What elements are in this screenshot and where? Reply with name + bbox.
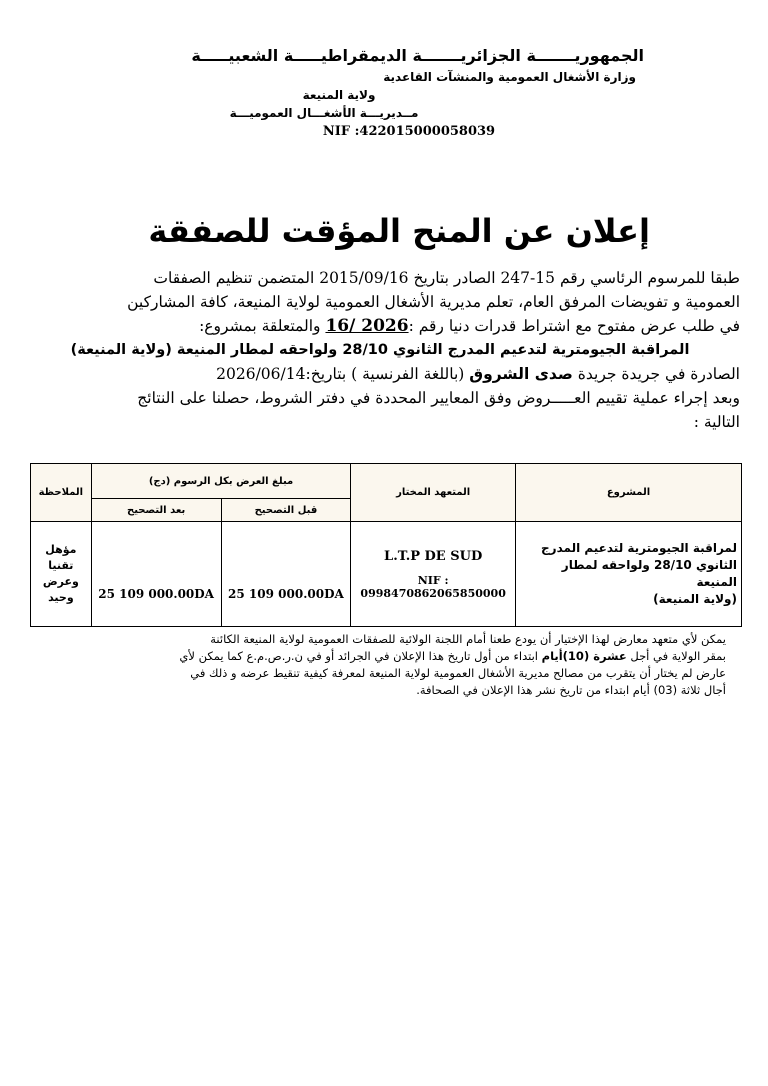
body-line-5-end: (باللغة الفرنسية ) بتاريخ:2026/06/14 bbox=[216, 365, 470, 383]
newspaper-name: صدى الشروق bbox=[469, 365, 573, 383]
body-line-1: طبقا للمرسوم الرئاسي رقم 15-247 الصادر بتاريخ 2015/09/16 المتضمن تنظيم الصفقات bbox=[153, 269, 740, 287]
body-line-2: العمومية و تفويضات المرفق العام، تعلم مديرية الأشغال العمومية لولاية المنيعة، كافة المشاركين bbox=[127, 293, 740, 311]
header-amount: مبلغ العرض بكل الرسوم (دج) bbox=[91, 464, 351, 499]
notes-line-3: وعرض bbox=[42, 575, 79, 588]
table-row bbox=[31, 522, 742, 627]
body-line-5-start: الصادرة في جريدة جريدة bbox=[572, 365, 740, 383]
bidder-nif-label: NIF : bbox=[417, 573, 449, 587]
project-line-2: الثانوي 28/10 ولواحقه لمطار المنيعة bbox=[561, 558, 737, 589]
project-title: المراقبة الجيومترية لتدعيم المدرج الثانوي 28/10 ولواحقه لمطار المنيعة (ولاية المنيعة) bbox=[70, 342, 690, 358]
footer-line-2-end: ابتداء من أول تاريخ هذا الإعلان في الجرائد أو في ن.ر.ص.م.ع كما يمكن لأي bbox=[179, 649, 542, 663]
notes-line-1: مؤهل bbox=[45, 543, 77, 556]
cell-amount-before bbox=[221, 522, 351, 627]
appeal-deadline: عشرة (10)أيام bbox=[541, 649, 627, 663]
project-line-3: (ولاية المنيعة) bbox=[653, 592, 737, 606]
tender-reference: 16/ 2026 bbox=[325, 316, 409, 336]
body-line-3 bbox=[20, 314, 740, 338]
notes-line-2: تقنيا bbox=[48, 559, 74, 572]
republic-name: الجمهوريـــــــة الجزائريـــــــة الديمقراطيـــــة الشعبيـــــة bbox=[191, 46, 644, 65]
direction-name: مــديريـــة الأشغـــال العموميـــة bbox=[229, 106, 419, 120]
announcement-title: إعلان عن المنح المؤقت للصفقة bbox=[148, 212, 650, 250]
cell-project bbox=[515, 522, 741, 627]
amount-before-correction: 25 109 000.00DA bbox=[228, 586, 344, 601]
header-bidder: المتعهد المختار bbox=[351, 464, 516, 522]
footer-line-2-start: بمقر الولاية في أجل bbox=[626, 649, 726, 663]
bidder-name: L.T.P DE SUD bbox=[384, 548, 483, 564]
cell-amount-after bbox=[91, 522, 221, 627]
footer-line-4: أجال ثلاثة (03) أيام ابتداء من تاريخ نشر هذا الإعلان في الصحافة. bbox=[416, 683, 726, 697]
header-project: المشروع bbox=[515, 464, 741, 522]
cell-notes bbox=[31, 522, 92, 627]
bidder-nif: 0998470862065850000 bbox=[360, 586, 506, 600]
wilaya-name: ولاية المنيعة bbox=[302, 88, 376, 102]
body-line-6: وبعد إجراء عملية تقييم العـــــروض وفق المعايير المحددة في دفتر الشروط، حصلنا على النتائج bbox=[137, 389, 740, 407]
header-after-correction: بعد التصحيح bbox=[91, 499, 221, 522]
ministry-name: وزارة الأشغال العمومية والمنشآت القاعدية bbox=[383, 70, 636, 84]
project-line-1: لمراقبة الجيومترية لتدعيم المدرج bbox=[541, 541, 737, 555]
table-header-row bbox=[31, 464, 742, 499]
body-line-7: التالية : bbox=[693, 413, 740, 431]
header-before-correction: قبل التصحيح bbox=[221, 499, 351, 522]
body-line-5 bbox=[20, 362, 740, 386]
footer-line-3: عارض لم يختار أن يتقرب من مصالح مديرية الأشغال العمومية لولاية المنيعة لمعرفة كيفية تنقيط عرضه و ذلك في bbox=[190, 666, 726, 680]
appeal-notice bbox=[36, 631, 726, 699]
results-table bbox=[30, 463, 742, 627]
notes-line-4: وحيد bbox=[48, 591, 74, 604]
header-notes: الملاحظة bbox=[31, 464, 92, 522]
announcement-body bbox=[20, 266, 740, 434]
amount-after-correction: 25 109 000.00DA bbox=[98, 586, 214, 601]
body-line-3-start: في طلب عرض مفتوح مع اشتراط قدرات دنيا رقم : bbox=[408, 317, 740, 335]
footer-line-1: يمكن لأي متعهد معارض لهذا الإختيار أن يودع طعنا أمام اللجنة الولائية للصفقات العمومية لولاية المنيعة الكائنة bbox=[210, 632, 726, 646]
letterhead bbox=[124, 46, 644, 140]
header-nif: NIF :422015000058039 bbox=[322, 124, 496, 139]
body-line-3-end: والمتعلقة بمشروع: bbox=[199, 317, 326, 335]
footer-line-2 bbox=[36, 648, 726, 665]
cell-bidder bbox=[351, 522, 516, 627]
